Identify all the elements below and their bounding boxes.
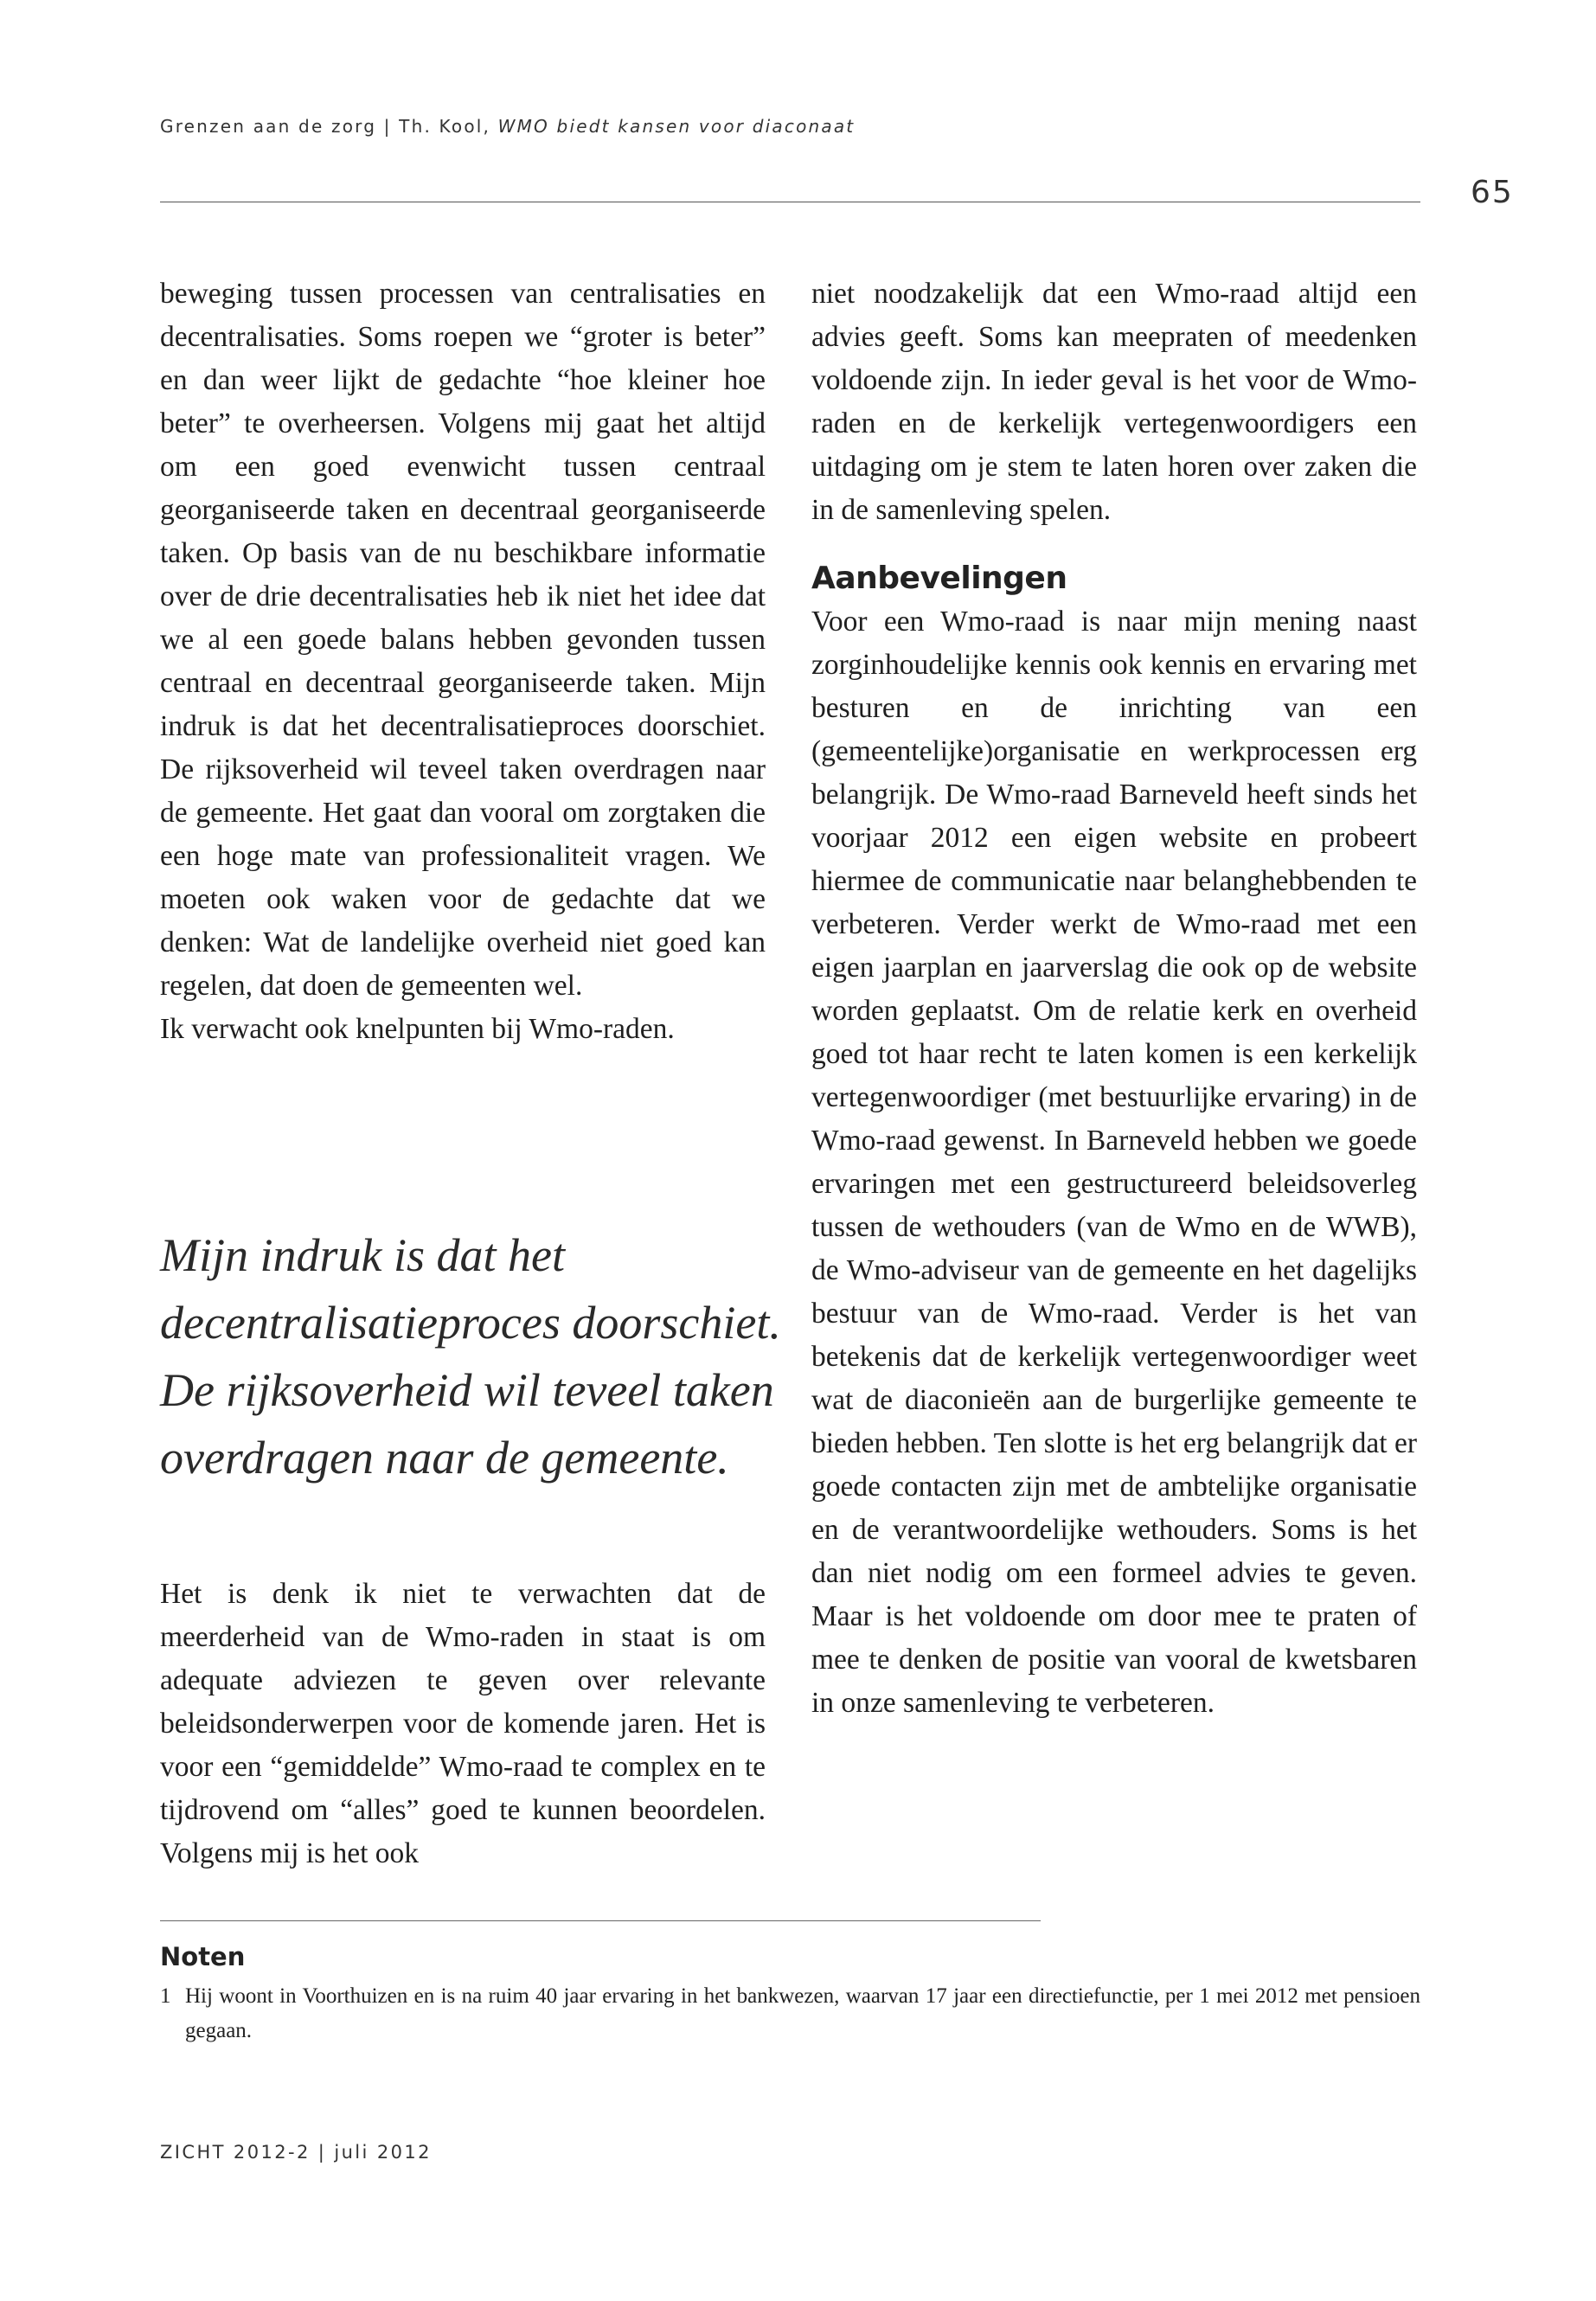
- right-body-paragraph: Voor een Wmo-raad is naar mijn mening naast zorginhoudelijke kennis ook kennis en ervaring met besturen en de inrichting van een (gemeentelijke)organisatie en werkprocessen erg belangrijk. De Wmo-raad Barneveld heeft sinds het voorjaar 2012 een eigen website en probeert hiermee de communicatie naar belanghebbenden te verbeteren. Verder werkt de Wmo-raad met een eigen jaarplan en jaarverslag die ook op de website worden geplaatst. Om de relatie kerk en overheid goed tot haar recht te laten komen is een kerkelijk vertegenwoordiger (met bestuurlijke ervaring) in de Wmo-raad gewenst. In Barneveld hebben we goede ervaringen met een gestructureerd beleidsoverleg tussen de wethouders (van de Wmo en de WWB), de Wmo-adviseur van de gemeente en het dagelijks bestuur van de Wmo-raad. Verder is het van betekenis dat de kerkelijk vertegenwoordiger weet wat de diaconieën aan de burgerlijke gemeente te bieden hebben. Ten slotte is het erg belangrijk dat er goede contacten zijn met de ambtelijke organisatie en de verantwoordelijke wethouders. Soms is het dan niet nodig om een formeel advies te geven. Maar is het voldoende om door mee te praten of mee te denken de positie van vooral de kwetsbaren in onze samenleving te verbeteren.: [811, 606, 1417, 1719]
- footnote-number: 1: [160, 1984, 171, 2008]
- left-paragraph-2: Ik verwacht ook knelpunten bij Wmo-raden.: [160, 1013, 675, 1045]
- left-lower-paragraph: Het is denk ik niet te verwachten dat de meerderheid van de Wmo-raden in staat is om adequate adviezen te geven over relevante beleidsonderwerpen voor de komende jaren. Het is voor een “gemiddelde” Wmo-raad te complex en te tijdrovend om “alles” goed te kunnen beoordelen. Volgens mij is het ook: [160, 1578, 766, 1869]
- page-number: 65: [1471, 175, 1514, 210]
- section-heading: Aanbevelingen: [811, 561, 1067, 596]
- notes-rule: [160, 1920, 1041, 1921]
- footnote-text: Hij woont in Voorthuizen en is na ruim 40 jaar ervaring in het bankwezen, waarvan 17 jaar een directiefunctie, per 1 mei 2012 met pensioen gegaan.: [185, 1984, 1420, 2042]
- right-intro-paragraph: niet noodzakelijk dat een Wmo-raad altijd een advies geeft. Soms kan meepraten of meedenken voldoende zijn. In ieder geval is het voor de Wmo-raden en de kerkelijk vertegenwoordigers een uitdaging om je stem te laten horen over zaken die in de samenleving spelen.: [811, 278, 1417, 526]
- running-head: [160, 116, 855, 137]
- left-column-lower: [160, 1573, 766, 1875]
- footnote: [160, 1979, 1420, 2048]
- page-footer: ZICHT 2012-2 | juli 2012: [160, 2142, 432, 2163]
- notes-heading: Noten: [160, 1942, 246, 1971]
- article-title: WMO biedt kansen voor diaconaat: [497, 116, 856, 137]
- pull-quote: Mijn indruk is dat het decentralisatieproces doorschiet. De rijksoverheid wil teveel taken overdragen naar de gemeente.: [160, 1229, 781, 1484]
- running-head-text: Grenzen aan de zorg | Th. Kool,: [160, 116, 498, 137]
- right-column: [811, 272, 1417, 1725]
- left-paragraph-1: beweging tussen processen van centralisaties en decentralisaties. Soms roepen we “groter is beter” en dan weer lijkt de gedachte “hoe kleiner hoe beter” te overheersen. Volgens mij gaat het altijd om een goed evenwicht tussen centraal georganiseerde taken en decentraal georganiseerde taken. Op basis van de nu beschikbare informatie over de drie decentralisaties heb ik niet het idee dat we al een goede balans hebben gevonden tussen centraal en decentraal georganiseerde taken. Mijn indruk is dat het decentralisatieproces doorschiet. De rijksoverheid wil teveel taken overdragen naar de gemeente. Het gaat dan vooral om zorgtaken die een hoge mate van professionaliteit vragen. We moeten ook waken voor de gedachte dat we denken: Wat de landelijke overheid niet goed kan regelen, dat doen de gemeenten wel.: [160, 278, 766, 1002]
- left-column: [160, 272, 766, 1051]
